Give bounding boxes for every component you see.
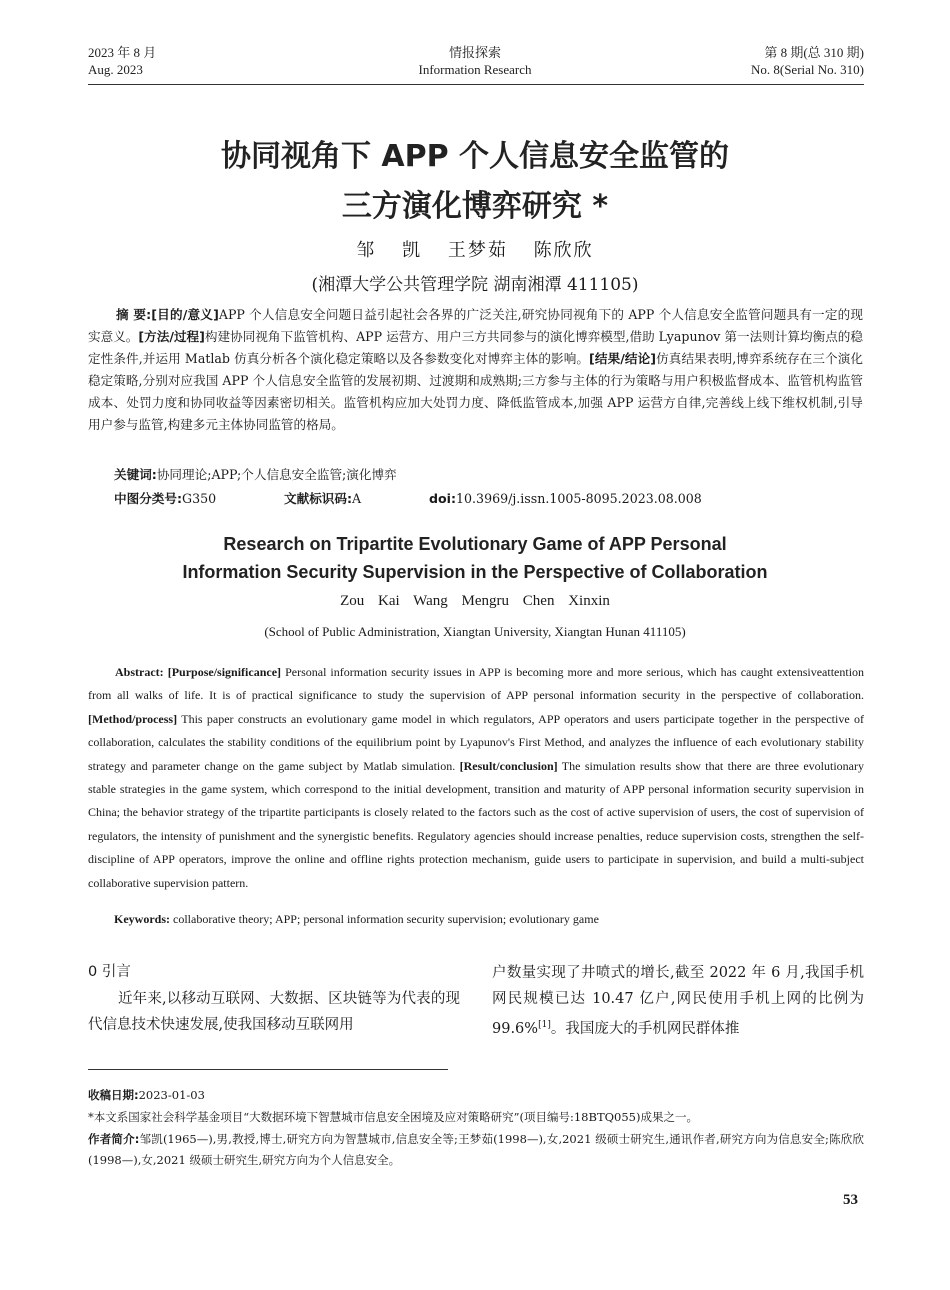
body-right-text-a: 户数量实现了井喷式的增长,截至 2022 年 6 月,我国手机网民规模已达 10.47 亿户,网民使用手机上网的比例为 99.6% [492,965,864,1037]
footnote-received [88,1085,205,1106]
header-divider [88,84,864,85]
footnote-author-text: 邹凯(1965—),男,教授,博士,研究方向为智慧城市,信息安全等;王梦茹(1998—),女,2021 级硕士研究生,通讯作者,研究方向为信息安全;陈欣欣(1998—),女,2021 级硕士研究生,研究方向为个人信息安全。 [88,1132,864,1167]
citation-ref[interactable]: [1] [538,1020,551,1030]
paper-title-en-line2: Information Security Supervision in the Perspective of Collaboration [182,562,768,582]
paper-title-en [0,530,950,586]
affiliation: (湘潭大学公共管理学院 湖南湘潭 411105) [311,275,639,295]
keywords-cn-label: 关键词: [114,467,157,482]
header-issue-en: No. 8(Serial No. 310) [750,62,864,77]
header-issue [751,44,864,78]
footnote-fund: *本文系国家社会科学基金项目“大数据环境下智慧城市信息安全困境及应对策略研究”(项目编号:18BTQ055)成果之一。 [88,1110,698,1124]
abstract-en-tag-method: [Method/process] [88,711,178,726]
footnote-author-label: 作者简介: [88,1132,140,1146]
classification-row [114,488,814,510]
body-left-column: 近年来,以移动互联网、大数据、区块链等为代表的现代信息技术快速发展,使我国移动互联网用 [88,991,460,1033]
paper-title-en-line1: Research on Tripartite Evolutionary Game of APP Personal [223,534,727,554]
abstract-en-tag-result: [Result/conclusion] [459,758,558,773]
abstract-cn-tag-purpose: [目的/意义] [151,307,219,322]
abstract-en [88,661,864,895]
abstract-cn-text-result: 仿真结果表明,博弈系统存在三个演化稳定策略,分别对应我国 APP 个人信息安全监管的发展初期、过渡期和成熟期;三方参与主体的行为策略与用户积极监督成本、监管机构监管成本、处罚力度和协同收益等因素密切相关。监管机构应加大处罚力度、降低监管成本,加强 APP 运营方自律,完善线上线下维权机制,引导用户参与监管,构建多元主体协同监管的格局。 [88,351,863,432]
header-issue-cn: 第 8 期(总 310 期) [764,45,864,60]
footnote-received-label: 收稿日期: [88,1088,139,1102]
doi-value[interactable]: 10.3969/j.issn.1005-8095.2023.08.008 [456,491,702,506]
header-journal-cn: 情报探索 [448,45,501,60]
keywords-en [114,912,599,927]
body-right-text-b: 。我国庞大的手机网民群体推 [550,1020,740,1037]
classification-label: 中图分类号: [114,491,183,506]
abstract-cn-tag-method: [方法/过程] [138,329,205,344]
abstract-en-text-method: This paper constructs an evolutionary game model in which regulators, APP operators and users participate together in the perspective of collaboration, calculates the stability conditions of the equilibrium point by Lyapunov's First Method, and analyzes the influence of each evolutionary stability strategy and parameter change on the game subject by Matlab simulation. [88,711,864,773]
page-number: 53 [843,1192,858,1208]
abstract-cn-text-method: 构建协同视角下监管机构、APP 运营方、用户三方共同参与的演化博弈模型,借助 Lyapunov 第一法则计算均衡点的稳定性条件,并运用 Matlab 仿真分析各个演化稳定策略以及各参数变化对博弈主体的影响。 [88,329,863,366]
footnote-author-bio [88,1129,864,1171]
abstract-en-tag-purpose: [Purpose/significance] [167,665,282,679]
footnote-received-value: 2023-01-03 [138,1088,205,1102]
section-heading-introduction: 0 引言 [88,964,131,980]
body-right-column [492,960,864,1042]
keywords-en-text: collaborative theory; APP; personal information security supervision; evolutionary game [173,912,599,926]
classification-value: G350 [182,491,217,506]
document-code-label: 文献标识码: [284,491,353,506]
paper-title-line1: 协同视角下 APP 个人信息安全监管的 [220,139,730,174]
abstract-cn [88,304,863,436]
document-code-value: A [352,491,362,506]
doi-label: doi: [429,491,457,506]
abstract-en-label: Abstract: [115,665,164,679]
authors-en: Zou Kai Wang Mengru Chen Xinxin [340,593,610,609]
footnote-divider [88,1069,448,1070]
header-date-cn: 2023 年 8 月 [88,45,157,60]
header-journal-en: Information Research [418,62,532,77]
paper-title [0,132,950,232]
abstract-en-text-purpose: Personal information security issues in APP is becoming more and more serious, which has caught extensiveattention from all walks of life. It is of practical significance to study the supervision of APP personal information security in the perspective of collaboration. [88,665,865,703]
authors: 邹 凯 王梦茹 陈欣欣 [356,240,594,261]
abstract-cn-text-purpose: APP 个人信息安全问题日益引起社会各界的广泛关注,研究协同视角下的 APP 个人信息安全监管问题具有一定的现实意义。 [88,307,863,344]
abstract-cn-tag-result: [结果/结论] [589,351,657,366]
abstract-cn-label: 摘 要: [116,307,152,322]
keywords-en-label: Keywords: [114,912,170,926]
header-date-en: Aug. 2023 [88,62,143,77]
keywords-cn [114,464,397,486]
paper-title-line2: 三方演化博弈研究 * [341,189,609,224]
keywords-cn-text: 协同理论;APP;个人信息安全监管;演化博弈 [156,467,397,482]
affiliation-en: (School of Public Administration, Xiangtan University, Xiangtan Hunan 411105) [264,624,686,639]
abstract-en-text-result: The simulation results show that there are three evolutionary stable strategies in the game system, which correspond to the initial development, transition and maturity of APP personal information security supervision in China; the behavior strategy of the tripartite participants is closely related to the factors such as the cost of active supervision of users, the cost of supervision of regulators, the intensity of punishment and the synergistic benefits. Regulatory agencies should increase penalties, reduce supervision costs, strengthen the self-discipline of APP operators, improve the online and offline rights protection mechanism, guide users to participate in supervision, and build a multi-subject collaborative supervision pattern. [88,758,864,890]
